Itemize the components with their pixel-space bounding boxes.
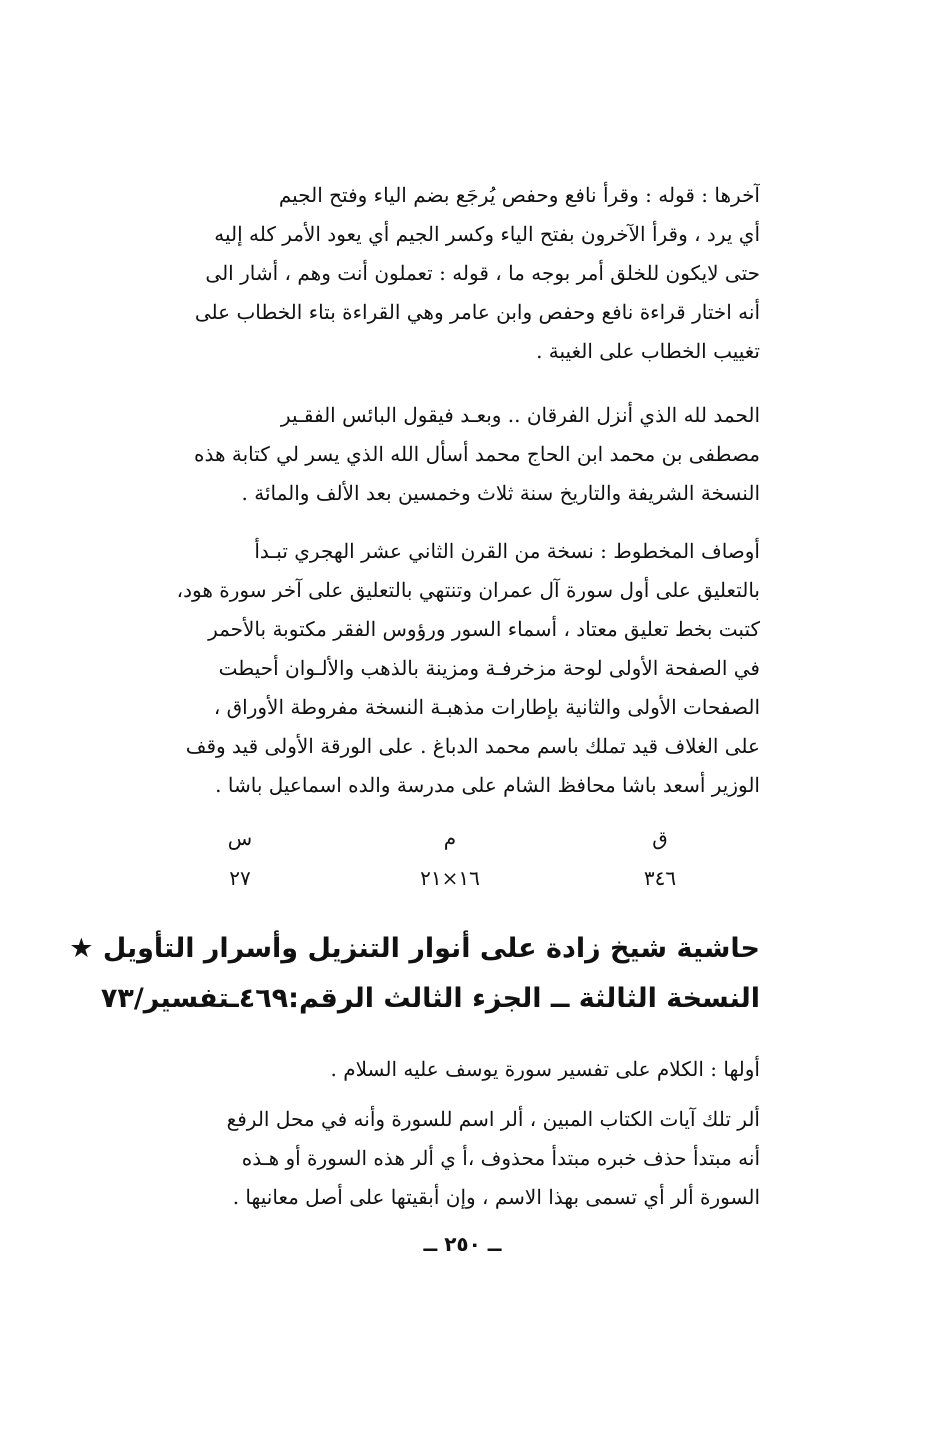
text-line: الصفحات الأولى والثانية بإطارات مذهبـة النسخة مفروطة الأوراق ،: [213, 695, 760, 719]
section-heading-subtitle: النسخة الثالثة ــ الجزء الثالث الرقم:٤٦٩ـتفسير/٧٣: [100, 983, 760, 1014]
text-line: في الصفحة الأولى لوحة مزخرفـة ومزينة بالذهب والألـوان أحيطت: [218, 656, 760, 680]
code-label: م: [443, 826, 457, 850]
text-line: أوصاف المخطوط : نسخة من القرن الثاني عشر الهجري تبـدأ: [254, 539, 760, 563]
paragraph-manuscript-description: [112, 532, 760, 805]
code-label: س: [227, 826, 253, 850]
text-line: بالتعليق على أول سورة آل عمران وتنتهي بالتعليق على آخر سورة هود،: [176, 578, 760, 602]
text-line: أي يرد ، وقرأ الآخرون بفتح الياء وكسر الجيم أي يعود الأمر كله إليه: [214, 222, 760, 246]
text-line: على الغلاف قيد تملك باسم محمد الدباغ . على الورقة الأولى قيد وقف: [185, 734, 760, 758]
text-line: أنه اختار قراءة نافع وحفص وابن عامر وهي القراءة بتاء الخطاب على: [194, 300, 760, 324]
text-line: أولها : الكلام على تفسير سورة يوسف عليه السلام .: [330, 1057, 760, 1081]
paragraph-opening-text: [112, 1100, 760, 1217]
text-line: النسخة الشريفة والتاريخ سنة ثلاث وخمسين بعد الألف والمائة .: [241, 481, 760, 505]
text-line: مصطفى بن محمد ابن الحاج محمد أسأل الله الذي يسر لي كتابة هذه: [193, 442, 760, 466]
page-number: ــ ٢٥٠ ــ: [423, 1232, 502, 1256]
text-line: آخرها : قوله : وقرأ نافع وحفص يُرجَع بضم الياء وفتح الجيم: [278, 183, 760, 207]
code-value: ١٦×٢١: [420, 866, 480, 890]
manuscript-codes-labels: [180, 826, 720, 850]
text-line: ألر تلك آيات الكتاب المبين ، ألر اسم للسورة وأنه في محل الرفع: [226, 1107, 760, 1131]
text-line: الحمد لله الذي أنزل الفرقان .. وبعـد فيقول البائس الفقـير: [280, 403, 760, 427]
paragraph-colophon: [112, 396, 760, 513]
section-heading-title: حاشية شيخ زادة على أنوار التنزيل وأسرار التأويل ★: [69, 933, 760, 964]
text-line: تغييب الخطاب على الغيبة .: [536, 339, 760, 363]
text-line: السورة ألر أي تسمى بهذا الاسم ، وإن أبقيتها على أصل معانيها .: [232, 1185, 760, 1209]
text-line: كتبت بخط تعليق معتاد ، أسماء السور ورؤوس الفقر مكتوبة بالأحمر: [208, 617, 760, 641]
code-label: ق: [652, 826, 668, 850]
text-line: الوزير أسعد باشا محافظ الشام على مدرسة والده اسماعيل باشا .: [215, 773, 760, 797]
text-line: حتى لايكون للخلق أمر بوجه ما ، قوله : تعملون أنت وهم ، أشار الى: [205, 261, 760, 285]
code-value: ٣٤٦: [643, 866, 677, 890]
manuscript-codes-values: [180, 866, 720, 890]
paragraph-opening: [112, 1050, 760, 1089]
code-value: ٢٧: [229, 866, 251, 890]
paragraph-ending-previous-manuscript: [112, 176, 760, 371]
text-line: أنه مبتدأ حذف خبره مبتدأ محذوف ،أ ي ألر هذه السورة أو هـذه: [241, 1146, 760, 1170]
